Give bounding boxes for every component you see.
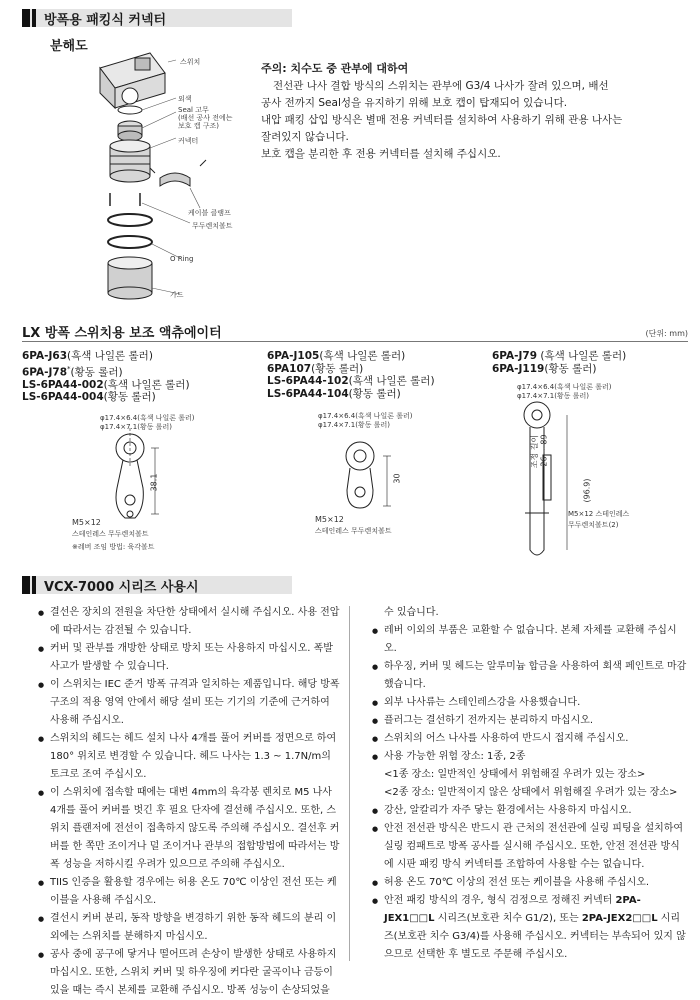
lx-col2-models: [267, 350, 435, 400]
label-switch: 스위치: [180, 58, 201, 66]
connector-part: [110, 140, 150, 182]
col3-bolt1: M5×12 스테인레스: [568, 510, 630, 518]
lx-section-title: LX 방폭 스위치용 보조 액츄에이터: [22, 326, 222, 341]
list-item: [372, 748, 688, 802]
header-marker: [22, 576, 30, 594]
col3-adjust-label: 조정 길이: [530, 434, 540, 469]
model-item: 6PA107(황동 롤러): [267, 362, 364, 375]
list-item: ● 허용 온도 70℃ 이상의 전선 또는 케이블을 사용해 주십시오.: [372, 874, 688, 892]
list-item: ● 레버 이외의 부품은 교환할 수 없습니다. 본체 자체를 교환해 주십시오.: [372, 622, 688, 658]
col1-dim1: φ17.4×6.4(흑색 나일론 롤러): [100, 414, 195, 422]
actuator-drawing-2: [335, 428, 415, 518]
model-item: 6PA-J78*(황동 롤러): [22, 364, 123, 378]
oring-1: [108, 214, 152, 226]
label-outer: 외색: [178, 95, 192, 103]
model-item: 6PA-J119(황동 롤러): [492, 362, 597, 375]
right-column: [372, 604, 688, 964]
column-divider: [349, 606, 350, 961]
col2-bolt1: M5×12: [315, 515, 344, 524]
label-clamp: 케이블 클램프: [188, 209, 231, 217]
col2-length: 30: [392, 473, 402, 484]
list-item: ● TIIS 인증을 활용할 경우에는 허용 온도 70℃ 이상인 전선 또는 케이블을 사용해 주십시오.: [38, 874, 341, 910]
list-item-connector: ● 안전 패킹 방식의 경우, 형식 검정으로 정해진 커넥터 2PA-JEX1□□L 시리즈(보호관 치수 G1/2), 또는 2PA-JEX2□□L 시리즈(보호관 치수 G3/4)를 사용해 주십시오. 커넥터는 부속되어 있지 않으므로 선택한 후 별도로 주문해 주십시오.: [372, 892, 688, 964]
model-item: LS-6PA44-002(흑색 나일론 롤러): [22, 378, 190, 391]
zone-2: <2종 장소: 일반적이지 않은 상태에서 위험해질 우려가 있는 장소>: [384, 787, 678, 798]
note-line: 잘려있지 않습니다.: [261, 131, 349, 143]
label-screw: 무두렌치볼트: [192, 222, 233, 230]
oring-2: [108, 236, 152, 248]
left-column: [38, 604, 341, 1000]
header-marker: [32, 576, 36, 594]
note-title: 주의: 치수도 중 관부에 대하여: [261, 62, 409, 75]
col3-dim1: φ17.4×6.4(흑색 나일론 롤러): [517, 383, 612, 391]
label-seal: Seal 고무 (배선 공사 전에는 보호 캡 구조): [178, 106, 233, 130]
label-guard: 가드: [170, 291, 184, 299]
header-marker: [22, 9, 30, 27]
lx-divider: [22, 341, 688, 342]
screws: [110, 193, 140, 206]
actuator-drawing-3: [505, 395, 585, 565]
col3-bolt2: 무두렌치볼트(2): [568, 521, 619, 529]
col3-dim2: φ17.4×7.1(황동 롤러): [517, 392, 589, 400]
continued-text: 수 있습니다.: [384, 607, 439, 618]
model-item: LS-6PA44-004(황동 롤러): [22, 391, 156, 403]
list-item: ● 공사 중에 공구에 닿거나 떨어뜨려 손상이 발생한 상태로 사용하지 마십시오. 또한, 스위치 커버 및 하우징에 커다란 굴곡이나 금등이 있을 때는 즉시 본체를 교환해 주십시오. 방폭 성능이 손상되었을: [38, 946, 341, 1000]
col1-dim2: φ17.4×7.1(황동 롤러): [100, 423, 172, 431]
note-line: 내압 패킹 삽입 방식은 별매 전용 커넥터를 설치하여 사용하기 위해 관용 나사는: [261, 114, 623, 126]
model-item: 6PA-J79 (흑색 나일론 롤러): [492, 350, 627, 362]
list-item: ● 강산, 알칼리가 자주 닿는 환경에서는 사용하지 마십시오.: [372, 802, 688, 820]
list-item-text: 사용 가능한 위험 장소: 1종, 2종: [384, 751, 526, 762]
list-item: ● 결선시 커버 분리, 동작 방향을 변경하기 위한 동작 헤드의 분리 이외에는 스위치를 분해하지 마십시오.: [38, 910, 341, 946]
switch-part: [100, 53, 165, 108]
actuator-drawing-1: [85, 428, 175, 528]
header-marker: [32, 9, 36, 27]
note-line: 공사 전까지 Seal성을 유지하기 위해 보호 캡이 탑재되어 있습니다.: [261, 97, 568, 109]
caution-list-right: [372, 622, 688, 964]
label-oring: O Ring: [170, 255, 194, 263]
model-item: 6PA-J63(흑색 나일론 롤러): [22, 350, 153, 362]
list-item: ● 커버 및 관부를 개방한 상태로 방치 또는 사용하지 마십시오. 폭발 사고가 발생할 수 있습니다.: [38, 640, 341, 676]
list-item: ● 플러그는 결선하기 전까지는 분리하지 마십시오.: [372, 712, 688, 730]
col2-dim2: φ17.4×7.1(황동 롤러): [318, 421, 390, 429]
exploded-view-title: 분해도: [50, 39, 88, 54]
list-item: ● 이 스위치는 IEC 준거 방폭 규격과 일치하는 제품입니다. 해당 방폭 구조의 적용 영역 안에서 해당 설비 또는 기기의 기준에 근거하여 사용해 주십시오.: [38, 676, 341, 730]
label-connector: 커넥터: [178, 137, 199, 145]
list-item: ● 외부 나사류는 스테인레스강을 사용했습니다.: [372, 694, 688, 712]
list-item: ● 이 스위치에 접속할 때에는 대변 4mm의 육각봉 렌치로 M5 나사 4개를 풀어 커버를 벗긴 후 필요 단자에 결선해 주십시오. 또한, 스위치 플랜저에 전선이 접촉하지 않도록 주의해 주십시오. 결선후 커버를 한 쪽만 조이거나 덜 조이거나 관부의 접합방법에 따라서는 방폭 성능을 저하시킬 우려가 있으므로 주의해 주십시오.: [38, 784, 341, 874]
lx-col1-models: [22, 350, 190, 404]
section-title: VCX-7000 시리즈 사용시: [44, 579, 199, 595]
note-line: 전선관 나사 결합 방식의 스위치는 관부에 G3/4 나사가 잘려 있으며, 배선: [273, 80, 609, 92]
unit-label: (단위: mm): [645, 329, 688, 338]
caution-list-left: [38, 604, 341, 1000]
list-item: ● 안전 전선관 방식은 반드시 관 근처의 전선관에 실링 피팅을 설치하여 실링 컴패트로 방폭 공사를 실시해 주십시오. 또한, 안전 전선관 방식에 시판 패킹 방식 커넥터를 조합하여 사용할 수는 없습니다.: [372, 820, 688, 874]
section-header-vcx7000: [22, 576, 292, 594]
exploded-view-diagram: [80, 48, 260, 308]
col1-bolt1: M5×12: [72, 518, 101, 527]
col3-adjust-range: 26 ~ 89: [539, 434, 549, 467]
list-item: ● 스위치의 어스 나사를 사용하여 반드시 접지해 주십시오.: [372, 730, 688, 748]
list-item: ● 결선은 장치의 전원을 차단한 상태에서 실시해 주십시오. 사용 전압에 따라서는 감전될 수 있습니다.: [38, 604, 341, 640]
model-item: 6PA-J105(흑색 나일론 롤러): [267, 350, 406, 362]
zone-1: <1종 장소: 일반적인 상태에서 위험해질 우려가 있는 장소>: [384, 769, 646, 780]
lx-col3-models: [492, 350, 626, 375]
col1-footnote: ※레버 조임 방법: 육각볼트: [72, 543, 155, 551]
model-item: LS-6PA44-104(황동 롤러): [267, 387, 401, 400]
col3-length: (96.9): [582, 478, 592, 503]
note-body: [261, 78, 691, 163]
cable-clamp: [150, 160, 206, 186]
list-item: ● 스위치의 헤드는 헤드 설치 나사 4개를 풀어 커버를 정면으로 하여 180° 위치로 변경할 수 있습니다. 헤드 나사는 1.3 ~ 1.7N/m의 토크로 조여 주십시오.: [38, 730, 341, 784]
model-item: LS-6PA44-102(흑색 나일론 롤러): [267, 375, 435, 387]
col1-bolt2: 스테인레스 무두렌치볼트: [72, 530, 149, 538]
guard-part: [108, 257, 152, 299]
col2-dim1: φ17.4×6.4(흑색 나일론 롤러): [318, 412, 413, 420]
list-item: ● 하우징, 커버 및 헤드는 알루미늄 합금을 사용하여 회색 페인트로 마감했습니다.: [372, 658, 688, 694]
note-line: 보호 캡을 분리한 후 전용 커넥터를 설치해 주십시오.: [261, 148, 501, 160]
outer-ring: [118, 106, 142, 114]
col1-length: 38.1: [149, 473, 159, 492]
section-header-packing-connector: [22, 9, 292, 27]
col2-bolt2: 스테인레스 무두렌치볼트: [315, 527, 392, 535]
section-title: 방폭용 패킹식 커넥터: [44, 12, 167, 28]
